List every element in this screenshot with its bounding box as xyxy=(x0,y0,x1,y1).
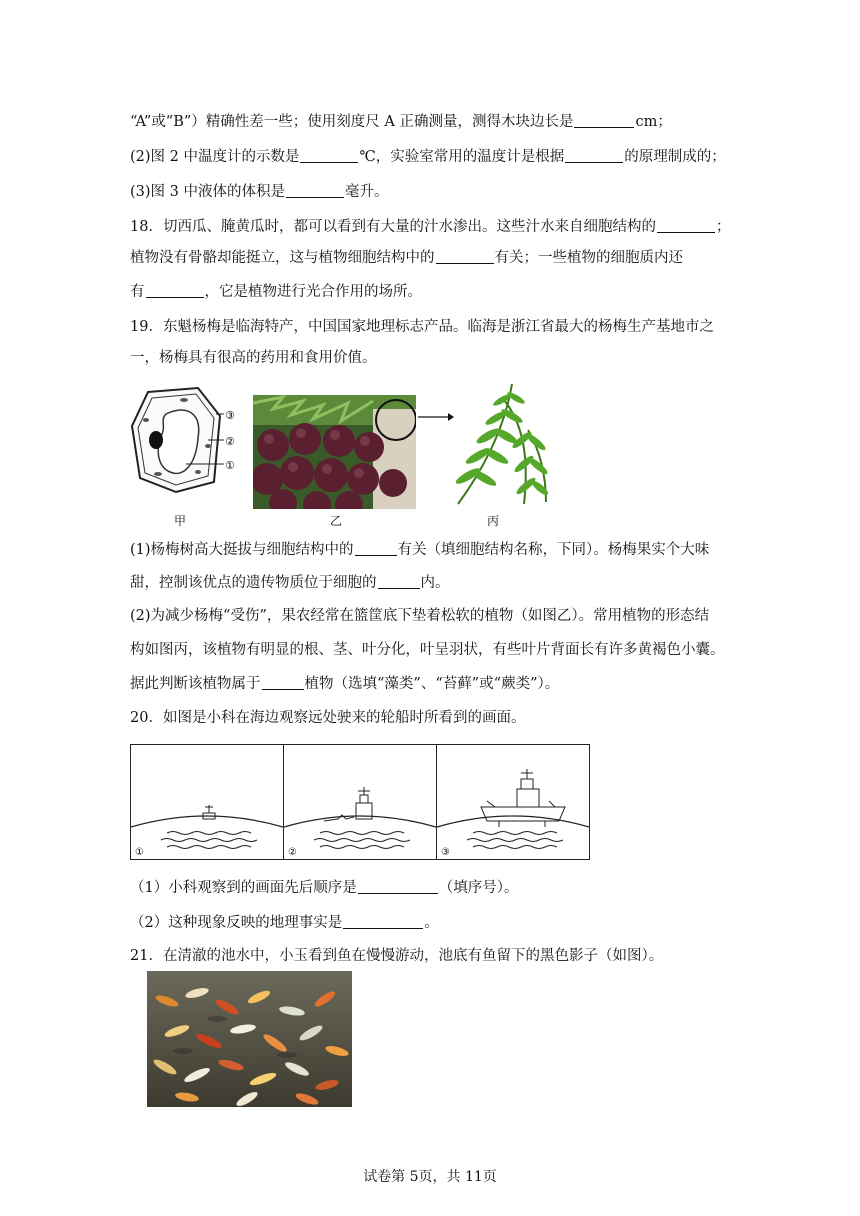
q21-intro: 21．在清澈的池水中，小玉看到鱼在慢慢游动，池底有鱼留下的黑色影子（如图）。 xyxy=(130,948,664,964)
page-footer: 试卷第 5页，共 11页 xyxy=(363,1169,497,1185)
q20-text: 。 xyxy=(424,915,439,931)
nucleus xyxy=(149,431,163,449)
q19-p2-line-3 xyxy=(130,674,559,694)
q20-text: （1）小科观察到的画面先后顺序是 xyxy=(130,880,357,896)
q18-text: ，它是植物进行光合作用的场所。 xyxy=(204,284,422,300)
q19-text: 据此判断该植物属于 xyxy=(130,676,261,692)
q17-text: (3)图 3 中液体的体积是 xyxy=(130,184,285,200)
q20-sub-2 xyxy=(130,913,439,933)
q19-text: 甜，控制该优点的遗传物质位于细胞的 xyxy=(130,575,377,591)
fern-figure xyxy=(450,380,550,508)
q17-text: “A”或“B”）精确性差一些；使用刻度尺 A 正确测量，测得木块边长是 xyxy=(130,114,574,130)
q17-text: 的原理制成的； xyxy=(624,149,726,165)
answer-blank[interactable] xyxy=(146,283,204,298)
q17-line-1 xyxy=(130,112,672,132)
answer-blank[interactable] xyxy=(355,541,397,556)
label-1: ① xyxy=(225,459,235,472)
answer-blank[interactable] xyxy=(262,675,304,690)
q18-text: 有 xyxy=(130,284,145,300)
q19-text: 植物（选填“藻类”、“苔藓”或“蕨类”）。 xyxy=(304,676,560,692)
q19-p2-line-2: 构如图丙，该植物有明显的根、茎、叶分化，叶呈羽状，有些叶片背面长有许多黄褐色小囊。 xyxy=(130,642,725,658)
q18-line-3 xyxy=(130,282,422,302)
answer-blank[interactable] xyxy=(286,183,344,198)
q18-text: 植物没有骨骼却能挺立，这与植物细胞结构中的 xyxy=(130,250,435,266)
q20-text: （2）这种现象反映的地理事实是 xyxy=(130,915,343,931)
answer-blank[interactable] xyxy=(436,249,494,264)
fig-label-bing: 丙 xyxy=(487,514,500,528)
fig-label-jia: 甲 xyxy=(174,514,187,528)
fish-pond-photo xyxy=(147,971,352,1107)
q19-intro-2: 一，杨梅具有很高的药用和食用价值。 xyxy=(130,350,377,366)
q17-line-2 xyxy=(130,147,726,167)
q18-text: ； xyxy=(715,219,731,235)
answer-blank[interactable] xyxy=(358,879,438,894)
fig-label-yi: 乙 xyxy=(330,514,343,528)
answer-blank[interactable] xyxy=(574,113,634,128)
ship-panel-1 xyxy=(130,744,284,860)
q20-sub-1 xyxy=(130,878,518,898)
q19-p1-line-1 xyxy=(130,540,709,560)
panel-mark-3: ③ xyxy=(441,847,450,858)
q17-text: ℃，实验室常用的温度计是根据 xyxy=(359,149,565,165)
plant-cell-figure xyxy=(128,386,240,498)
q19-p2-line-1: (2)为减少杨梅“受伤”，果农经常在篮筐底下垫着松软的植物（如图乙）。常用植物的形态结 xyxy=(130,608,710,624)
arrow-icon xyxy=(418,412,454,422)
label-3: ③ xyxy=(225,409,235,422)
q19-intro-1: 19．东魁杨梅是临海特产，中国国家地理标志产品。临海是浙江省最大的杨梅生产基地市之 xyxy=(130,319,714,335)
q19-text: 有关（填细胞结构名称，下同）。杨梅果实个大味 xyxy=(397,542,710,558)
answer-blank[interactable] xyxy=(657,218,715,233)
q18-line-2 xyxy=(130,248,683,268)
answer-blank[interactable] xyxy=(565,148,623,163)
q18-text: 有关；一些植物的细胞质内还 xyxy=(494,250,683,266)
ship-panel-2 xyxy=(283,744,437,860)
answer-blank[interactable] xyxy=(378,574,420,589)
panel-mark-1: ① xyxy=(135,847,144,858)
answer-blank[interactable] xyxy=(343,914,423,929)
q17-line-3 xyxy=(130,182,388,202)
q19-text: 内。 xyxy=(420,575,450,591)
answer-blank[interactable] xyxy=(300,148,358,163)
q17-text: cm； xyxy=(635,114,672,130)
label-2: ② xyxy=(225,435,235,448)
q17-text: 毫升。 xyxy=(344,184,389,200)
q18-line-1 xyxy=(130,217,730,237)
q17-text: (2)图 2 中温度计的示数是 xyxy=(130,149,300,165)
q20-text: （填序号）。 xyxy=(438,880,519,896)
ship-panel-3 xyxy=(436,744,590,860)
q19-text: (1)杨梅树高大挺拔与细胞结构中的 xyxy=(130,542,354,558)
bayberry-photo xyxy=(253,395,416,509)
q19-p1-line-2 xyxy=(130,573,450,593)
q20-intro: 20．如图是小科在海边观察远处驶来的轮船时所看到的画面。 xyxy=(130,710,526,726)
q18-text: 18．切西瓜、腌黄瓜时，都可以看到有大量的汁水渗出。这些汁水来自细胞结构的 xyxy=(130,219,656,235)
panel-mark-2: ② xyxy=(288,847,297,858)
